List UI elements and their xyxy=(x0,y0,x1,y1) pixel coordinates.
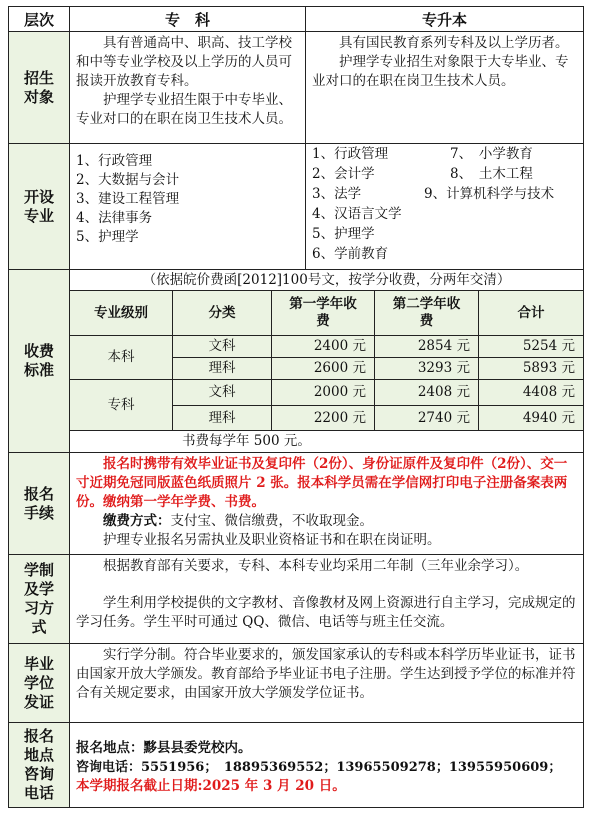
label-study: 学制 及学 习方 式 xyxy=(8,554,70,644)
contact-content xyxy=(69,722,584,808)
fee-row-type: 理科 xyxy=(172,357,272,380)
fee-level-benke: 本科 xyxy=(69,335,173,380)
major-item: 3、法学 xyxy=(312,186,362,202)
enroll-zsb-p1: 具有国民教育系列专科及以上学历者。 xyxy=(339,35,569,51)
brochure-table xyxy=(8,6,584,808)
header-zhuanke: 专 科 xyxy=(69,6,306,32)
graduation-content xyxy=(69,643,584,723)
fee-row-total: 4940 元 xyxy=(478,405,584,431)
address-label: 报名地点： xyxy=(76,740,144,756)
phone-label: 咨询电话： xyxy=(76,760,142,775)
registration-requirements: 报名时携带有效毕业证书及复印件（2份）、身份证原件及复印件（2份）、交一寸近期免冠同版蓝色纸质照片 2 张。报本科学员需在学信网打印电子注册备案表两份。缴纳第一学年学费、书费。 xyxy=(76,456,568,510)
major-item: 6、学前教育 xyxy=(312,246,389,262)
fee-row-type: 文科 xyxy=(172,335,272,358)
contact-phone xyxy=(76,758,577,777)
major-item: 2、大数据与会计 xyxy=(76,172,180,188)
major-item: 3、建设工程管理 xyxy=(76,191,180,207)
registration-content xyxy=(69,452,584,555)
label-registration: 报名 手续 xyxy=(8,452,70,555)
contact-address xyxy=(76,739,577,758)
major-item: 5、护理学 xyxy=(76,229,139,245)
label-enrollment: 招生 对象 xyxy=(8,31,70,144)
fee-header-year2: 第二学年收费 xyxy=(374,290,479,336)
majors-zsb xyxy=(305,143,584,270)
fee-row-y1: 2200 元 xyxy=(271,405,375,431)
study-content xyxy=(69,554,584,644)
address-text: 黟县县委党校内。 xyxy=(143,740,252,756)
fee-header-year1: 第一学年收费 xyxy=(271,290,375,336)
fee-header-type: 分类 xyxy=(172,290,272,336)
fee-row-total: 4408 元 xyxy=(478,379,584,406)
fee-row-y1: 2600 元 xyxy=(271,357,375,380)
fee-row-total: 5254 元 xyxy=(478,335,584,358)
fees-note: （依据皖价费函[2012]100号文，按学分收费，分两年交清） xyxy=(69,269,584,291)
label-graduation: 毕业 学位 发证 xyxy=(8,643,70,723)
label-contact: 报名 地点 咨询 电话 xyxy=(8,722,70,808)
major-item: 5、护理学 xyxy=(312,226,375,242)
fee-row-y2: 2854 元 xyxy=(374,335,479,358)
header-zhuanshengben: 专升本 xyxy=(305,6,584,32)
payment-text: 支付宝、微信缴费，不收取现金。 xyxy=(170,513,373,529)
fees-book: 书费每学年 500 元。 xyxy=(69,430,584,453)
registration-nursing: 护理专业报名另需执业及职业资格证书和在职在岗证明。 xyxy=(103,532,441,548)
major-item: 2、会计学 xyxy=(312,166,375,182)
label-fees: 收费 标准 xyxy=(8,269,70,453)
fee-row-y1: 2400 元 xyxy=(271,335,375,358)
enroll-zsb-p2: 护理学专业招生对象限于大专毕业、专业对口的在职在岗卫生技术人员。 xyxy=(312,54,569,89)
major-item: 4、汉语言文学 xyxy=(312,206,402,222)
major-item: 4、法律事务 xyxy=(76,210,153,226)
enroll-zk-p2: 护理学专业招生限于中专毕业、专业对口的在职在岗卫生技术人员。 xyxy=(76,92,292,127)
graduation-p1: 实行学分制。符合毕业要求的，颁发国家承认的专科或本科学历毕业证书，证书由国家开放大学颁发。教育部给予毕业证书电子注册。学生达到授予学位的标准并符合有关规定要求，由国家开放大学颁发学位证书。 xyxy=(76,647,576,701)
registration-deadline: 本学期报名截止日期:2025 年 3 月 20 日。 xyxy=(76,778,346,794)
enroll-zsb xyxy=(305,31,584,144)
fee-row-type: 文科 xyxy=(172,379,272,406)
fee-row-y2: 2740 元 xyxy=(374,405,479,431)
major-item: 8、 土木工程 xyxy=(450,166,533,182)
fee-row-y2: 3293 元 xyxy=(374,357,479,380)
study-p2: 学生利用学校提供的文字教材、音像教材及网上资源进行自主学习，完成规定的学习任务。学生平时可通过 QQ、微信、电话等与班主任交流。 xyxy=(76,595,576,630)
major-item: 7、 小学教育 xyxy=(450,146,533,162)
fee-row-y1: 2000 元 xyxy=(271,379,375,406)
fee-row-total: 5893 元 xyxy=(478,357,584,380)
majors-zhuanke xyxy=(69,143,306,270)
header-level: 层次 xyxy=(8,6,70,32)
fee-header-total: 合计 xyxy=(478,290,584,336)
major-item: 9、计算机科学与技术 xyxy=(424,186,555,202)
study-p1: 根据教育部有关要求，专科、本科专业均采用二年制（三年业余学习）。 xyxy=(103,558,529,574)
label-majors: 开设 专业 xyxy=(8,143,70,270)
major-item: 1、行政管理 xyxy=(312,146,389,162)
registration-payment xyxy=(76,512,577,531)
enroll-zk-p1: 具有普通高中、职高、技工学校和中等专业学校及以上学历的人员可报读开放教育专科。 xyxy=(76,35,292,89)
phone-numbers: 5551956； 18895369552；13965509278；13955950609； xyxy=(141,760,562,775)
fee-level-zhuanke: 专科 xyxy=(69,379,173,431)
enroll-zhuanke xyxy=(69,31,306,144)
major-item: 1、行政管理 xyxy=(76,153,153,169)
fee-header-level: 专业级别 xyxy=(69,290,173,336)
payment-label: 缴费方式： xyxy=(103,513,171,529)
fee-row-type: 理科 xyxy=(172,405,272,431)
fee-row-y2: 2408 元 xyxy=(374,379,479,406)
